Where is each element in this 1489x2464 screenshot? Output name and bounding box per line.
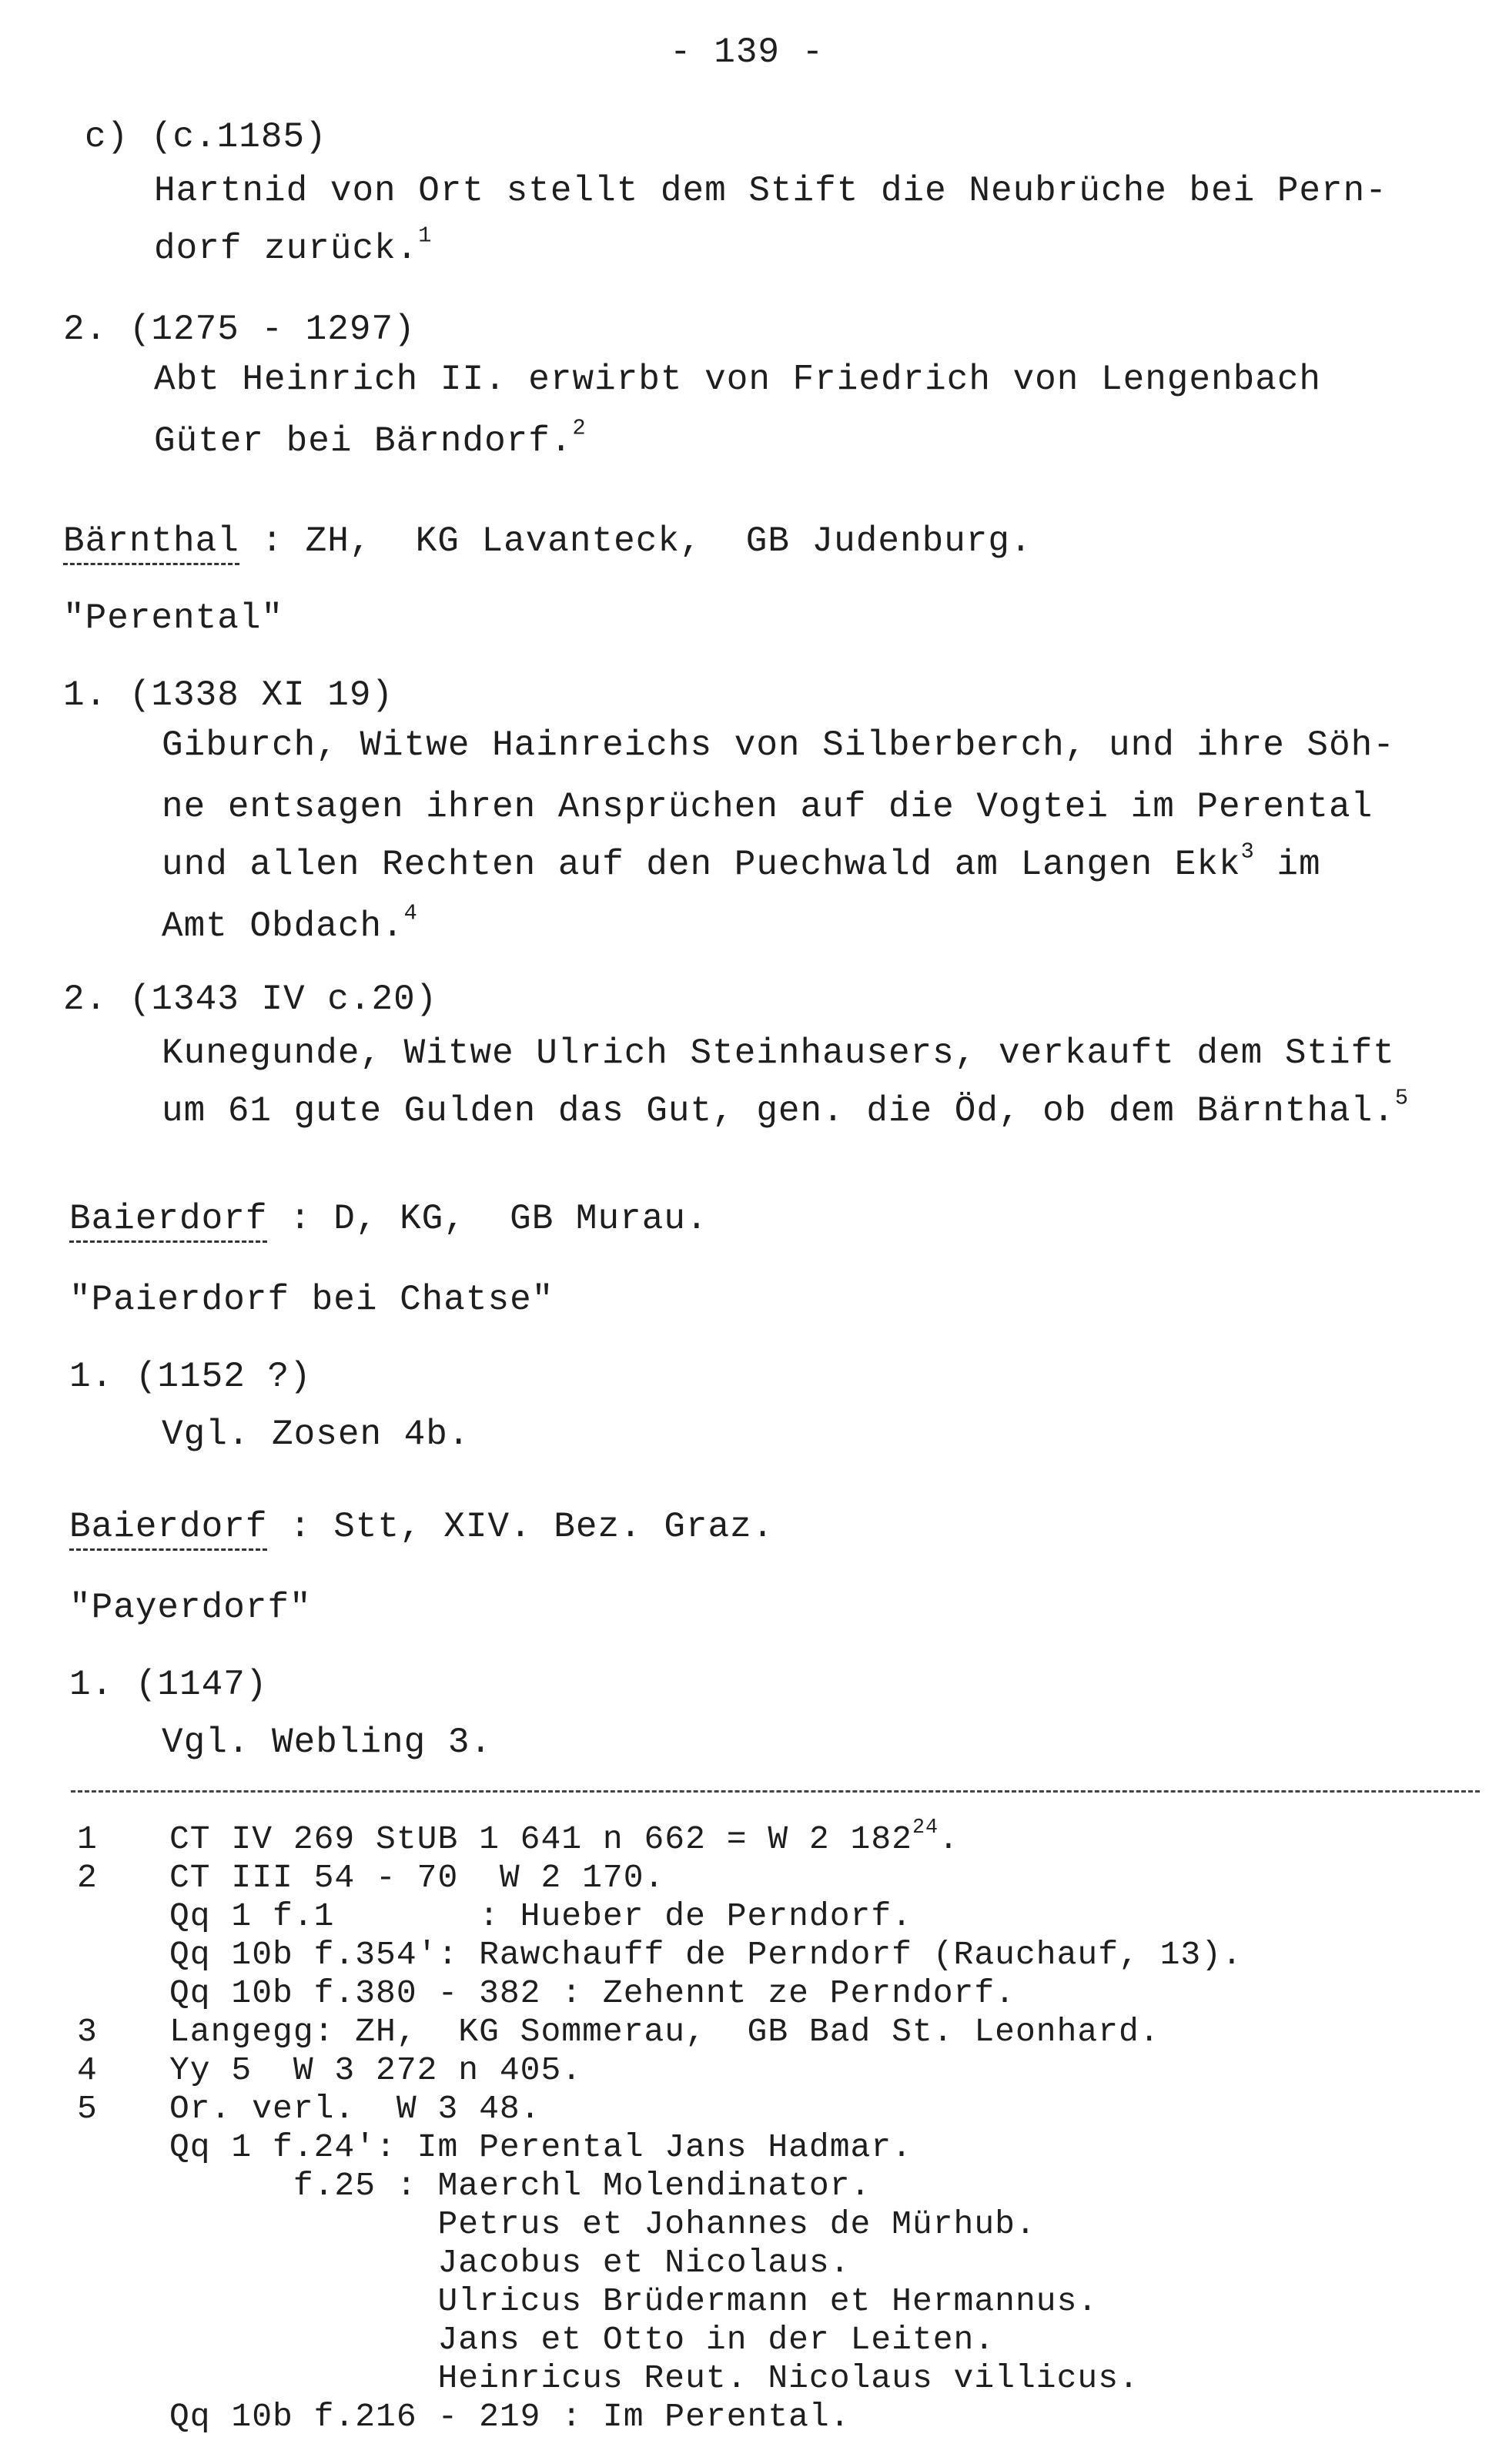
footnote-text-part: Yy 5 W 3 272 n 405. — [169, 2051, 583, 2089]
entry-text-part: dorf zurück. — [154, 229, 419, 269]
footnote-text — [169, 2283, 1098, 2320]
place-alias: "Paierdorf bei Chatse" — [69, 1280, 554, 1320]
entry-text — [154, 415, 587, 463]
entry-text: Kunegunde, Witwe Ulrich Steinhausers, verkauft dem Stift — [162, 1033, 1395, 1073]
footnote-text — [169, 1937, 1243, 1974]
place-name: Bärnthal — [63, 521, 239, 565]
place-alias: "Perental" — [63, 598, 284, 638]
entry-label: 1. (1152 ?) — [69, 1357, 312, 1397]
footnote-text-part: CT III 54 - 70 W 2 170. — [169, 1859, 665, 1897]
entry-text-part: und allen Rechten auf den Puechwald am Langen Ekk — [162, 845, 1241, 885]
page-number: - 139 - — [670, 32, 825, 72]
place-name: Baierdorf — [69, 1507, 267, 1551]
entry-text: ne entsagen ihren Ansprüchen auf die Vogtei im Perental — [162, 787, 1374, 827]
footnote-number: 3 — [77, 2013, 98, 2051]
footnote-text — [169, 2091, 540, 2128]
entry-text — [154, 223, 433, 270]
footnote-text-part: Ulricus Brüdermann et Hermannus. — [169, 2282, 1099, 2320]
footnote-text — [169, 1816, 959, 1858]
place-heading — [63, 520, 1032, 563]
footnote-text — [169, 2168, 871, 2205]
place-info: : D, KG, GB Murau. — [267, 1199, 708, 1239]
footnote-ref: 2 — [572, 415, 587, 441]
entry-text-part: um 61 gute Gulden das Gut, gen. die Öd, ob dem Bärnthal. — [162, 1091, 1395, 1131]
footnote-number: 4 — [77, 2051, 98, 2089]
footnote-text-part: . — [938, 1820, 959, 1858]
footnote-superscript: 24 — [912, 1816, 939, 1840]
place-alias: "Payerdorf" — [69, 1588, 312, 1628]
place-name: Baierdorf — [69, 1199, 267, 1243]
footnote-text — [169, 1898, 912, 1935]
place-heading — [69, 1505, 774, 1548]
footnote-ref: 1 — [418, 223, 433, 249]
footnote-text — [169, 2129, 912, 2166]
footnote-text-part: Heinricus Reut. Nicolaus villicus. — [169, 2359, 1139, 2397]
footnote-text — [169, 1860, 664, 1897]
footnote-text — [169, 2399, 851, 2436]
entry-label: 2. (1343 IV c.20) — [63, 979, 438, 1019]
entry-text-part: Amt Obdach. — [162, 906, 404, 946]
footnote-text-part: Qq 10b f.216 - 219 : Im Perental. — [169, 2398, 851, 2436]
footnote-text-part: Or. verl. W 3 48. — [169, 2090, 541, 2128]
footnote-text-part: f.25 : Maerchl Molendinator. — [169, 2167, 872, 2205]
footnote-text-part: Qq 1 f.24': Im Perental Jans Hadmar. — [169, 2128, 912, 2166]
place-heading — [69, 1197, 708, 1240]
entry-text: Abt Heinrich II. erwirbt von Friedrich von Lengenbach — [154, 360, 1322, 400]
footnote-ref: 4 — [403, 900, 418, 926]
footnote-text — [169, 2322, 995, 2359]
footnote-text-part: Jacobus et Nicolaus. — [169, 2244, 851, 2282]
entry-label: 1. (1338 XI 19) — [63, 675, 394, 715]
footnote-text-part: Qq 10b f.354': Rawchauff de Perndorf (Rauchauf, 13). — [169, 1936, 1243, 1974]
place-info: : Stt, XIV. Bez. Graz. — [267, 1507, 775, 1547]
footnote-number: 5 — [77, 2090, 98, 2128]
footnote-text — [169, 2245, 851, 2282]
footnote-text-part: Jans et Otto in der Leiten. — [169, 2321, 995, 2359]
footnote-number: 2 — [77, 1859, 98, 1897]
entry-text: Vgl. Zosen 4b. — [162, 1414, 470, 1455]
footnote-text — [169, 2206, 1036, 2243]
entry-label: c) (c.1185) — [85, 117, 327, 157]
entry-text: Hartnid von Ort stellt dem Stift die Neubrüche bei Pern- — [154, 171, 1387, 211]
entry-text-part: Güter bei Bärndorf. — [154, 421, 573, 461]
footnote-text-part: Qq 1 f.1 : Hueber de Perndorf. — [169, 1897, 912, 1935]
footnote-text — [169, 1975, 1016, 2012]
footnote-text-part: CT IV 269 StUB 1 641 n 662 = W 2 182 — [169, 1820, 912, 1858]
entry-text — [162, 839, 1321, 886]
footnote-number: 1 — [77, 1820, 98, 1858]
entry-label: 2. (1275 - 1297) — [63, 310, 416, 350]
footnote-text — [169, 2360, 1139, 2397]
entry-text-part: im — [1254, 845, 1321, 885]
entry-label: 1. (1147) — [69, 1665, 268, 1705]
footnote-text — [169, 2014, 1160, 2051]
footnote-text-part: Petrus et Johannes de Mürhub. — [169, 2205, 1036, 2243]
footnote-text — [169, 2052, 582, 2089]
place-info: : ZH, KG Lavanteck, GB Judenburg. — [239, 521, 1032, 561]
entry-text: Vgl. Webling 3. — [162, 1722, 493, 1763]
footnote-text-part: Qq 10b f.380 - 382 : Zehennt ze Perndorf. — [169, 1974, 1016, 2012]
entry-text — [162, 900, 418, 948]
footnote-ref: 3 — [1240, 839, 1255, 865]
footnote-separator — [71, 1790, 1480, 1793]
entry-text — [162, 1085, 1409, 1133]
footnote-text-part: Langegg: ZH, KG Sommerau, GB Bad St. Leonhard. — [169, 2013, 1160, 2051]
entry-text: Giburch, Witwe Hainreichs von Silberberch, und ihre Söh- — [162, 725, 1395, 765]
footnote-ref: 5 — [1394, 1085, 1409, 1111]
